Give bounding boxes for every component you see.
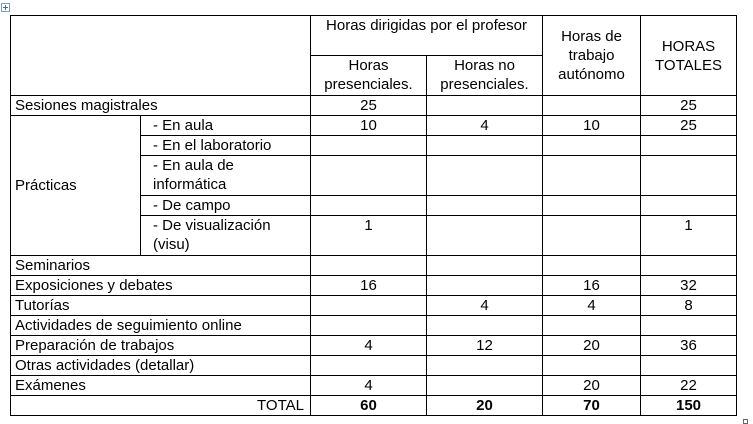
cell-total: [641, 156, 737, 196]
cell-no-presenciales: [427, 376, 543, 396]
row-label: - De campo: [141, 196, 311, 216]
cell-autonomo: [543, 316, 641, 336]
table-row: [11, 336, 737, 356]
cell-presenciales: [311, 296, 427, 316]
cell-no-presenciales: 4: [427, 296, 543, 316]
cell-total: 36: [641, 336, 737, 356]
cell-total: 25: [641, 116, 737, 136]
table-row: [11, 256, 737, 276]
table-resize-handle-icon[interactable]: [743, 419, 748, 424]
cell-no-presenciales: [427, 216, 543, 256]
cell-autonomo: 4: [543, 296, 641, 316]
cell-total: [641, 136, 737, 156]
cell-no-presenciales: [427, 356, 543, 376]
cell-autonomo: 16: [543, 276, 641, 296]
cell-autonomo: [543, 196, 641, 216]
total-autonomo: 70: [543, 396, 641, 416]
cell-presenciales: [311, 156, 427, 196]
cell-presenciales: [311, 256, 427, 276]
cell-autonomo: [543, 356, 641, 376]
cell-total: [641, 316, 737, 336]
total-row: [11, 396, 737, 416]
cell-presenciales: 4: [311, 336, 427, 356]
header-row-1: [11, 16, 737, 56]
row-label: Exposiciones y debates: [11, 276, 311, 296]
row-label: - De visualización (visu): [141, 216, 311, 256]
cell-no-presenciales: [427, 196, 543, 216]
cell-presenciales: 4: [311, 376, 427, 396]
cell-total: 1: [641, 216, 737, 256]
cell-autonomo: 10: [543, 116, 641, 136]
cell-autonomo: 20: [543, 336, 641, 356]
table-row: [11, 376, 737, 396]
cell-presenciales: 1: [311, 216, 427, 256]
header-presenciales: Horas presenciales.: [311, 56, 427, 96]
cell-total: [641, 356, 737, 376]
total-horas: 150: [641, 396, 737, 416]
cell-autonomo: [543, 216, 641, 256]
cell-total: 32: [641, 276, 737, 296]
row-label: - En aula: [141, 116, 311, 136]
cell-presenciales: 25: [311, 96, 427, 116]
cell-presenciales: 16: [311, 276, 427, 296]
cell-total: 25: [641, 96, 737, 116]
cell-total: 8: [641, 296, 737, 316]
total-label: TOTAL: [11, 396, 311, 416]
header-empty-cell: [11, 16, 311, 96]
cell-autonomo: [543, 136, 641, 156]
header-dirigidas: Horas dirigidas por el profesor: [311, 16, 543, 56]
total-presenciales: 60: [311, 396, 427, 416]
cell-no-presenciales: [427, 136, 543, 156]
cell-no-presenciales: [427, 316, 543, 336]
cell-autonomo: [543, 156, 641, 196]
header-no-presenciales: Horas no presenciales.: [427, 56, 543, 96]
cell-presenciales: [311, 136, 427, 156]
table-row: [11, 356, 737, 376]
cell-total: [641, 256, 737, 276]
row-label: Exámenes: [11, 376, 311, 396]
table-row: [11, 276, 737, 296]
table-row: [11, 316, 737, 336]
header-totales: HORAS TOTALES: [641, 16, 737, 96]
header-autonomo: Horas de trabajo autónomo: [543, 16, 641, 96]
cell-no-presenciales: 4: [427, 116, 543, 136]
total-no-presenciales: 20: [427, 396, 543, 416]
cell-no-presenciales: [427, 96, 543, 116]
row-label: - En aula de informática: [141, 156, 311, 196]
table-row: [11, 296, 737, 316]
row-label: - En el laboratorio: [141, 136, 311, 156]
cell-autonomo: 20: [543, 376, 641, 396]
cell-total: 22: [641, 376, 737, 396]
cell-no-presenciales: [427, 156, 543, 196]
hours-table: [10, 15, 737, 416]
row-label: Otras actividades (detallar): [11, 356, 311, 376]
row-label: Actividades de seguimiento online: [11, 316, 311, 336]
practicas-label: Prácticas: [11, 116, 141, 256]
table-row: [11, 96, 737, 116]
cell-no-presenciales: 12: [427, 336, 543, 356]
row-label: Tutorías: [11, 296, 311, 316]
row-label: Preparación de trabajos: [11, 336, 311, 356]
cell-presenciales: 10: [311, 116, 427, 136]
cell-autonomo: [543, 256, 641, 276]
cell-presenciales: [311, 356, 427, 376]
table-move-handle-icon[interactable]: [1, 3, 10, 12]
cell-presenciales: [311, 316, 427, 336]
row-label: Sesiones magistrales: [11, 96, 311, 116]
table-row: [11, 116, 737, 136]
cell-no-presenciales: [427, 276, 543, 296]
cell-autonomo: [543, 96, 641, 116]
cell-presenciales: [311, 196, 427, 216]
cell-no-presenciales: [427, 256, 543, 276]
row-label: Seminarios: [11, 256, 311, 276]
cell-total: [641, 196, 737, 216]
